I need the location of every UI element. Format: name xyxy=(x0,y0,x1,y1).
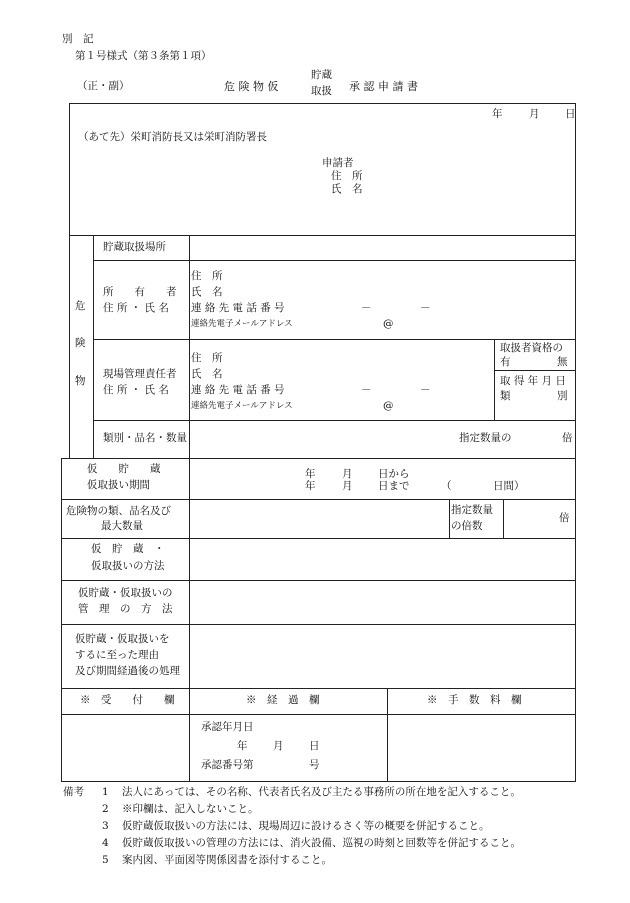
type-label-b: 別 xyxy=(557,390,568,402)
applicant-address-label: 住 所 xyxy=(331,170,363,182)
note-number: 5 xyxy=(102,854,109,866)
multiple-label-top: 指定数量 xyxy=(451,504,493,516)
manager-label-top: 現場管理責任者 xyxy=(103,368,177,380)
max-qty-label-top: 危険物の類、品名及び xyxy=(66,505,171,517)
owner-phone-dash-2: － xyxy=(420,302,431,314)
management-label-bottom: 管 理 の 方 法 xyxy=(78,603,173,615)
date-day: 日 xyxy=(565,108,576,120)
owner-label-top: 所 有 者 xyxy=(103,286,177,298)
applicant-name-label: 氏 名 xyxy=(331,183,363,195)
note-text: 仮貯蔵仮取扱いの方法には、現場周辺に設けるさく等の概要を併記すること。 xyxy=(122,820,490,832)
manager-email-label: 連絡先電子メールアドレス xyxy=(191,401,293,411)
designated-qty-label: 指定数量の xyxy=(459,432,512,444)
note-number: 3 xyxy=(102,820,109,832)
manager-phone-dash-2: － xyxy=(420,384,431,396)
method-label-top: 仮 貯 蔵 ・ xyxy=(91,543,165,555)
applicant-label: 申請者 xyxy=(322,157,354,169)
owner-email-at: @ xyxy=(383,318,394,330)
owner-phone-dash-1: － xyxy=(361,302,372,314)
bekki-label: 別 記 xyxy=(62,33,94,45)
note-number: 2 xyxy=(102,803,109,815)
manager-label-bottom: 住 所 ・ 氏 名 xyxy=(103,384,169,396)
multiple-bai: 倍 xyxy=(559,512,570,524)
approval-number-label: 承認番号第 xyxy=(201,759,254,771)
note-text: 案内図、平面図等関係図書を添付すること。 xyxy=(122,854,332,866)
notes-label: 備考 xyxy=(63,786,84,798)
period-label-bottom: 仮取扱い期間 xyxy=(87,479,150,491)
acquired-date-label: 取 得 年 月 日 xyxy=(500,375,566,387)
owner-email-label: 連絡先電子メールアドレス xyxy=(191,319,293,329)
owner-name-label: 氏 名 xyxy=(191,286,223,298)
note-number: 4 xyxy=(102,837,109,849)
approval-date-day: 日 xyxy=(309,740,320,752)
manager-phone-dash-1: － xyxy=(361,384,372,396)
hazmat-group-char-2: 険 xyxy=(75,337,86,349)
date-month: 月 xyxy=(529,108,540,120)
storage-place-label: 貯蔵取扱場所 xyxy=(103,241,166,253)
sei-fuku-label: （正・副） xyxy=(77,80,130,92)
fee-column-header: ※ 手 数 料 欄 xyxy=(427,694,522,706)
progress-column-header: ※ 経 過 欄 xyxy=(246,694,320,706)
reason-line-3: 及び期間経過後の処理 xyxy=(75,665,180,677)
designated-qty-bai: 倍 xyxy=(562,432,573,444)
form-number: 第１号様式（第３条第１項） xyxy=(75,50,212,62)
approval-date-year: 年 xyxy=(237,740,248,752)
period-to-month: 月 xyxy=(342,480,353,492)
period-to-day: 日まで xyxy=(378,480,410,492)
approval-date-label: 承認年月日 xyxy=(201,721,254,733)
title-right: 承 認 申 請 書 xyxy=(349,80,418,93)
category-label: 類別・品名・数量 xyxy=(103,432,187,444)
period-label-top: 仮 貯 蔵 xyxy=(87,463,161,475)
period-days: 日間） xyxy=(493,480,525,492)
manager-phone-label: 連 絡 先 電 話 番 号 xyxy=(191,384,285,396)
addressee: （あて先）栄町消防長又は栄町消防署長 xyxy=(78,131,267,143)
type-label-a: 類 xyxy=(500,390,511,402)
manager-address-label: 住 所 xyxy=(191,352,223,364)
period-from-month: 月 xyxy=(342,468,353,480)
note-number: 1 xyxy=(102,786,109,798)
max-qty-label-bottom: 最大数量 xyxy=(101,520,143,532)
reason-line-2: するに至った理由 xyxy=(75,649,159,661)
management-label-top: 仮貯蔵・仮取扱いの xyxy=(78,587,173,599)
manager-email-at: @ xyxy=(383,400,394,412)
owner-address-label: 住 所 xyxy=(191,270,223,282)
reception-column-header: ※ 受 付 欄 xyxy=(80,694,175,706)
manager-name-label: 氏 名 xyxy=(191,368,223,380)
approval-number-go: 号 xyxy=(309,759,320,771)
qualification-u: 有 xyxy=(500,356,511,368)
qualification-label-top: 取扱者資格の xyxy=(500,342,563,354)
title-left: 危 険 物 仮 xyxy=(224,80,279,93)
approval-date-month: 月 xyxy=(273,740,284,752)
owner-phone-label: 連 絡 先 電 話 番 号 xyxy=(191,302,285,314)
period-to-year: 年 xyxy=(305,480,316,492)
note-text: 仮貯蔵仮取扱いの管理の方法には、消火設備、巡視の時刻と回数等を併記すること。 xyxy=(122,837,521,849)
note-text: ※印欄は、記入しないこと。 xyxy=(122,803,259,815)
title-stack-bottom: 取扱 xyxy=(311,85,332,97)
hazmat-group-char-1: 危 xyxy=(75,300,86,312)
date-year: 年 xyxy=(492,108,503,120)
period-from-year: 年 xyxy=(305,468,316,480)
title-stack-top: 貯蔵 xyxy=(311,69,332,81)
period-from-day: 日から xyxy=(378,468,410,480)
period-paren-open: （ xyxy=(441,480,452,492)
reason-line-1: 仮貯蔵・仮取扱いを xyxy=(75,633,170,645)
note-text: 法人にあっては、その名称、代表者氏名及び主たる事務所の所在地を記入すること。 xyxy=(122,786,521,798)
owner-label-bottom: 住 所 ・ 氏 名 xyxy=(103,302,169,314)
method-label-bottom: 仮取扱いの方法 xyxy=(91,560,165,572)
multiple-label-bottom: の倍数 xyxy=(451,520,483,532)
storage-place-value[interactable] xyxy=(194,240,570,258)
qualification-mu: 無 xyxy=(557,356,568,368)
hazmat-group-char-3: 物 xyxy=(75,375,86,387)
